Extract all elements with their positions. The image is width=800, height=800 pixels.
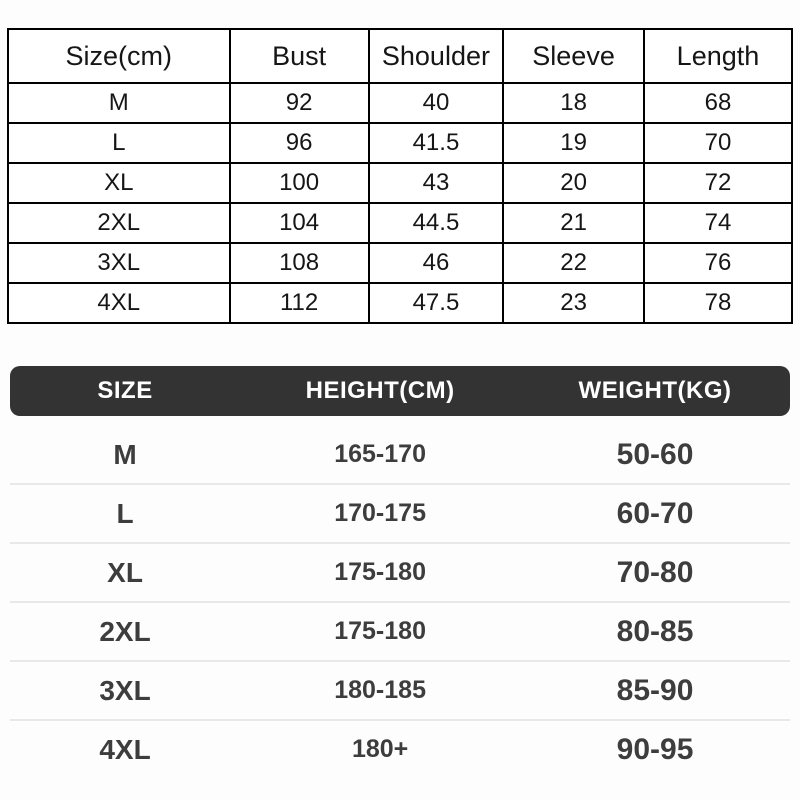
fit-row: [10, 544, 790, 603]
cell: 41.5: [369, 123, 503, 163]
measurement-row: [8, 243, 792, 283]
cell: 19: [503, 123, 644, 163]
cell: XL: [107, 556, 143, 588]
measurement-row: [8, 123, 792, 163]
cell: 96: [230, 123, 369, 163]
cell: 40: [369, 83, 503, 123]
cell: 3XL: [99, 674, 151, 706]
cell: 180-185: [334, 676, 426, 704]
cell: 100: [230, 163, 369, 203]
col-header-length: Length: [644, 29, 792, 83]
col-header-sleeve: Sleeve: [503, 29, 644, 83]
cell: 68: [644, 83, 792, 123]
fit-table-header: [10, 366, 790, 416]
col-header-size: Size(cm): [8, 29, 230, 83]
cell: 108: [230, 243, 369, 283]
cell: L: [116, 497, 134, 529]
cell: L: [8, 123, 230, 163]
cell: 76: [644, 243, 792, 283]
cell: 90-95: [616, 732, 694, 766]
cell: XL: [8, 163, 230, 203]
fit-row: [10, 426, 790, 485]
cell: 92: [230, 83, 369, 123]
measurement-row: [8, 83, 792, 123]
cell: 112: [230, 283, 369, 323]
cell: 180+: [351, 735, 409, 763]
cell: M: [113, 438, 137, 470]
cell: 74: [644, 203, 792, 243]
fit-table-body: [10, 426, 790, 778]
col-header-size-label: SIZE: [97, 377, 153, 404]
cell: 78: [644, 283, 792, 323]
fit-recommendation-table: [10, 366, 790, 778]
cell: 18: [503, 83, 644, 123]
fit-row: [10, 662, 790, 721]
cell: 2XL: [8, 203, 230, 243]
cell: 70-80: [616, 555, 694, 589]
fit-row: [10, 603, 790, 662]
cell: 60-70: [616, 496, 694, 530]
cell: 44.5: [369, 203, 503, 243]
cell: 175-180: [334, 558, 426, 586]
cell: 20: [503, 163, 644, 203]
cell: 104: [230, 203, 369, 243]
cell: 4XL: [99, 733, 151, 765]
measurement-row: [8, 283, 792, 323]
cell: 47.5: [369, 283, 503, 323]
measurement-table: [7, 28, 793, 324]
cell: 70: [644, 123, 792, 163]
cell: 43: [369, 163, 503, 203]
measurement-table-body: [8, 83, 792, 323]
measurement-row: [8, 163, 792, 203]
fit-row: [10, 721, 790, 778]
cell: 170-175: [334, 499, 426, 527]
cell: 80-85: [616, 614, 694, 648]
cell: 21: [503, 203, 644, 243]
col-header-bust: Bust: [230, 29, 369, 83]
measurement-table-header: [8, 29, 792, 83]
cell: 165-170: [334, 440, 426, 468]
cell: 3XL: [8, 243, 230, 283]
col-header-weight: WEIGHT(KG): [578, 377, 732, 404]
fit-row: [10, 485, 790, 544]
cell: 22: [503, 243, 644, 283]
col-header-height: HEIGHT(CM): [305, 377, 455, 404]
cell: 50-60: [616, 437, 694, 471]
cell: 23: [503, 283, 644, 323]
cell: 4XL: [8, 283, 230, 323]
cell: 46: [369, 243, 503, 283]
cell: 175-180: [334, 617, 426, 645]
cell: 2XL: [99, 615, 151, 647]
measurement-row: [8, 203, 792, 243]
cell: 85-90: [616, 673, 694, 707]
col-header-shoulder: Shoulder: [369, 29, 503, 83]
cell: M: [8, 83, 230, 123]
measurement-header-row: [8, 29, 792, 83]
cell: 72: [644, 163, 792, 203]
